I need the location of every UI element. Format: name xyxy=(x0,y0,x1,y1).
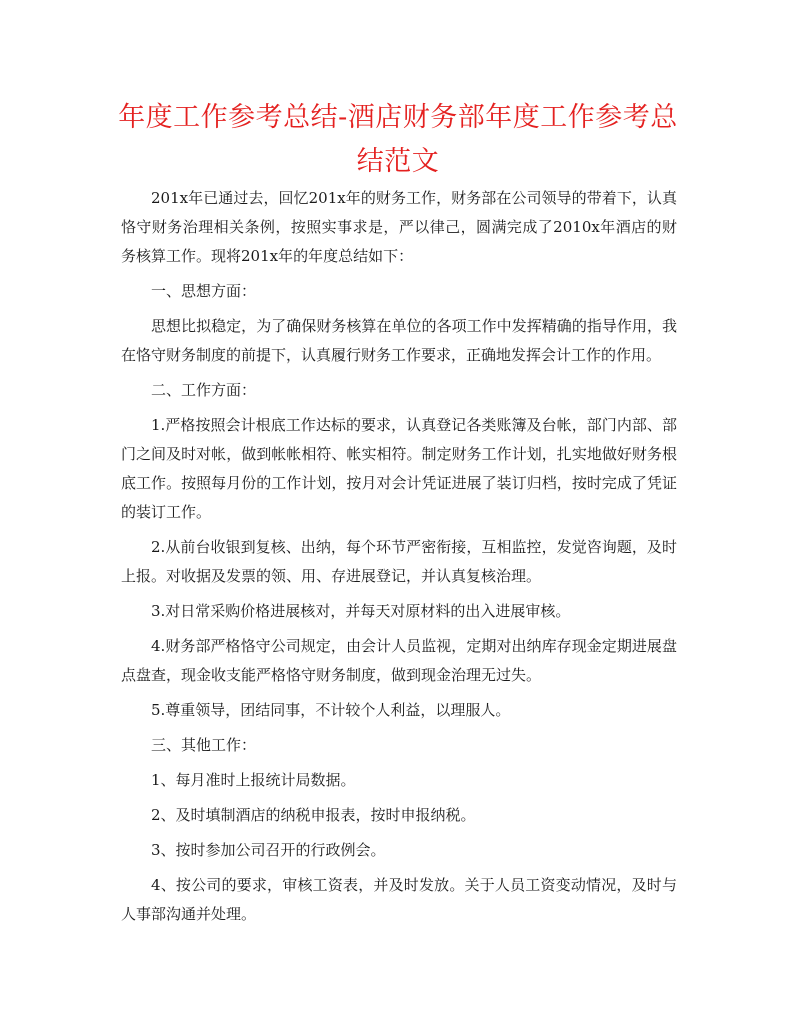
other-item-2: 2、及时填制酒店的纳税申报表，按时申报纳税。 xyxy=(151,806,476,824)
document-body xyxy=(121,184,677,935)
document-title: 年度工作参考总结-酒店财务部年度工作参考总结范文 xyxy=(118,102,678,177)
work-item-1: 1.严格按照会计根底工作达标的要求，认真登记各类账簿及台帐，部门内部、部门之间及时对帐，做到帐帐相符、帐实相符。制定财务工作计划，扎实地做好财务根底工作。按照每月份的工作计划，按月对会计凭证进展了装订归档，按时完成了凭证的装订工作。 xyxy=(121,416,677,521)
work-item-2: 2.从前台收银到复核、出纳，每个环节严密衔接，互相监控，发觉咨询题，及时上报。对收据及发票的领、用、存进展登记，并认真复核治理。 xyxy=(121,538,677,585)
other-item-4: 4、按公司的要求，审核工资表，并及时发放。关于人员工资变动情况，及时与人事部沟通并处理。 xyxy=(121,876,677,923)
other-item-1: 1、每月准时上报统计局数据。 xyxy=(151,771,356,789)
paragraph-thought: 思想比拟稳定，为了确保财务核算在单位的各项工作中发挥精确的指导作用，我在恪守财务制度的前提下，认真履行财务工作要求，正确地发挥会计工作的作用。 xyxy=(121,317,677,364)
paragraph-intro: 201x年已通过去，回忆201x年的财务工作，财务部在公司领导的带着下，认真恪守财务治理相关条例，按照实事求是，严以律己，圆满完成了2010x年酒店的财务核算工作。现将201x年的年度总结如下： xyxy=(121,189,677,265)
section-heading-thought: 一、思想方面： xyxy=(151,282,257,300)
work-item-4: 4.财务部严格恪守公司规定，由会计人员监视，定期对出纳库存现金定期进展盘点盘查，现金收支能严格恪守财务制度，做到现金治理无过失。 xyxy=(121,637,677,684)
other-item-3: 3、按时参加公司召开的行政例会。 xyxy=(151,841,386,859)
section-heading-other: 三、其他工作： xyxy=(151,736,257,754)
work-item-5: 5.尊重领导，团结同事，不计较个人利益，以理服人。 xyxy=(151,701,511,719)
section-heading-work: 二、工作方面： xyxy=(151,381,257,399)
work-item-3: 3.对日常采购价格进展核对，并每天对原材料的出入进展审核。 xyxy=(151,602,571,620)
